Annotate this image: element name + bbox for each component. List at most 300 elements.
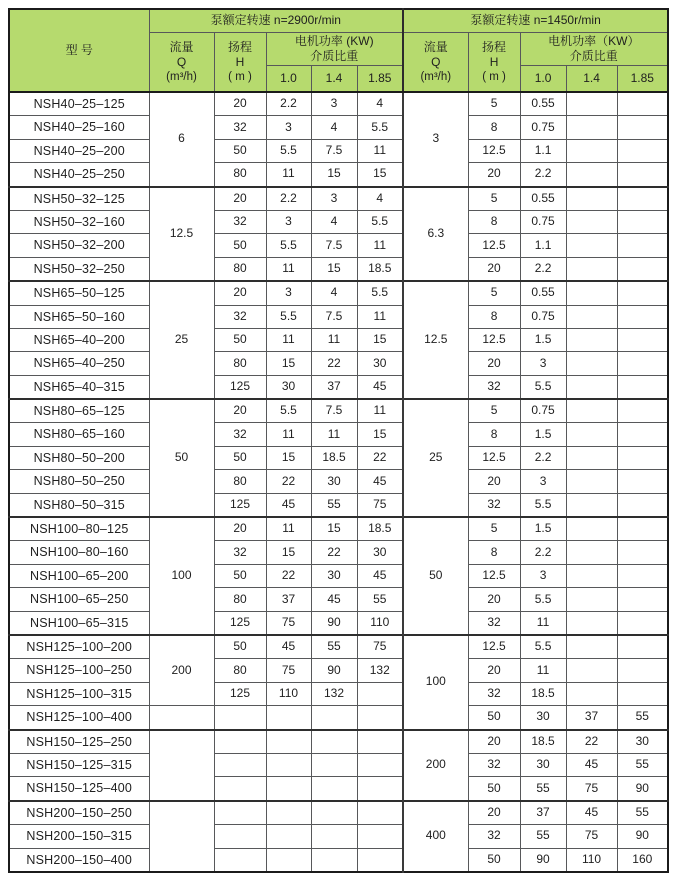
power-cell-2900: 45 — [266, 635, 311, 659]
power-cell-2900: 30 — [266, 375, 311, 399]
power-cell-1450: 55 — [617, 753, 668, 776]
power-cell-1450 — [566, 611, 617, 635]
model-cell: NSH80–50–315 — [9, 493, 149, 517]
head-cell-1450: 12.5 — [468, 234, 520, 257]
power-cell-2900: 75 — [266, 659, 311, 682]
power-cell-1450: 3 — [520, 564, 566, 587]
power-cell-2900: 3 — [311, 187, 357, 211]
power-cell-1450 — [617, 257, 668, 281]
power-cell-2900 — [357, 825, 403, 848]
power-cell-1450 — [617, 92, 668, 116]
power-cell-1450: 0.75 — [520, 399, 566, 423]
head-cell-2900 — [214, 753, 266, 776]
power-cell-1450 — [566, 635, 617, 659]
power-cell-2900: 3 — [266, 281, 311, 305]
table-row — [9, 187, 668, 211]
power-cell-1450 — [617, 399, 668, 423]
ratio-header-2900-1.4: 1.4 — [311, 66, 357, 93]
power-cell-2900: 7.5 — [311, 234, 357, 257]
ratio-header-1450-1.85: 1.85 — [617, 66, 668, 93]
power-cell-2900: 55 — [311, 635, 357, 659]
head-label: 扬程 — [227, 39, 252, 54]
power-cell-1450 — [566, 328, 617, 351]
table-header — [9, 9, 668, 92]
power-cell-1450 — [566, 234, 617, 257]
power-cell-2900: 5.5 — [266, 399, 311, 423]
model-cell: NSH65–40–200 — [9, 328, 149, 351]
power-cell-1450: 37 — [566, 706, 617, 730]
power-cell-2900 — [266, 753, 311, 776]
table-row — [9, 493, 668, 517]
power-cell-2900: 11 — [357, 234, 403, 257]
flow-symbol: Q — [176, 54, 187, 69]
power-cell-1450 — [566, 352, 617, 375]
table-row — [9, 328, 668, 351]
power-cell-2900 — [311, 730, 357, 754]
power-cell-2900: 45 — [357, 470, 403, 493]
power-cell-1450: 110 — [566, 848, 617, 872]
power-cell-1450: 2.2 — [520, 163, 566, 187]
head-cell-2900: 32 — [214, 305, 266, 328]
model-cell: NSH150–125–250 — [9, 730, 149, 754]
power-cell-1450 — [617, 493, 668, 517]
head-cell-2900: 32 — [214, 210, 266, 233]
power-cell-2900: 15 — [357, 163, 403, 187]
power-cell-1450: 37 — [520, 801, 566, 825]
flow-cell-2900: 100 — [149, 517, 214, 635]
power-cell-2900 — [357, 730, 403, 754]
power-cell-1450: 90 — [617, 777, 668, 801]
power-label-2900: 电机功率 (KW) — [294, 34, 374, 48]
model-column-header: 型 号 — [9, 9, 149, 92]
power-cell-1450 — [617, 423, 668, 446]
flow-cell-1450: 400 — [403, 801, 468, 872]
pump-spec-table — [8, 8, 669, 873]
power-cell-2900: 18.5 — [357, 257, 403, 281]
power-cell-2900: 4 — [311, 281, 357, 305]
model-cell: NSH80–50–250 — [9, 470, 149, 493]
power-cell-1450 — [617, 682, 668, 705]
power-cell-2900: 30 — [311, 470, 357, 493]
power-cell-1450 — [617, 352, 668, 375]
power-cell-1450 — [566, 210, 617, 233]
power-cell-2900: 30 — [357, 352, 403, 375]
head-cell-2900 — [214, 825, 266, 848]
power-cell-1450 — [566, 257, 617, 281]
head-unit: ( m ) — [482, 70, 506, 83]
flow-cell-2900 — [149, 730, 214, 801]
power-cell-2900 — [311, 801, 357, 825]
flow-cell-2900: 25 — [149, 281, 214, 399]
power-cell-2900: 90 — [311, 659, 357, 682]
model-cell: NSH125–100–315 — [9, 682, 149, 705]
table-row — [9, 281, 668, 305]
power-cell-1450 — [617, 305, 668, 328]
head-cell-1450: 50 — [468, 777, 520, 801]
head-cell-1450: 20 — [468, 352, 520, 375]
power-cell-2900: 2.2 — [266, 92, 311, 116]
table-row — [9, 446, 668, 469]
power-cell-1450 — [566, 446, 617, 469]
head-cell-2900: 80 — [214, 352, 266, 375]
model-cell: NSH100–80–125 — [9, 517, 149, 541]
power-cell-1450 — [617, 375, 668, 399]
power-cell-2900: 18.5 — [311, 446, 357, 469]
power-cell-1450 — [617, 470, 668, 493]
table-row — [9, 825, 668, 848]
power-cell-1450: 1.1 — [520, 139, 566, 162]
head-cell-1450: 50 — [468, 706, 520, 730]
power-cell-2900: 5.5 — [266, 139, 311, 162]
power-cell-1450: 0.75 — [520, 305, 566, 328]
power-cell-2900: 15 — [311, 257, 357, 281]
model-cell: NSH80–50–200 — [9, 446, 149, 469]
head-cell-1450: 5 — [468, 92, 520, 116]
power-cell-1450 — [617, 116, 668, 139]
model-cell: NSH50–32–125 — [9, 187, 149, 211]
power-cell-1450: 11 — [520, 659, 566, 682]
power-cell-2900: 30 — [311, 564, 357, 587]
head-cell-1450: 12.5 — [468, 635, 520, 659]
power-cell-2900 — [357, 706, 403, 730]
power-cell-1450 — [617, 611, 668, 635]
table-row — [9, 848, 668, 872]
model-cell: NSH40–25–125 — [9, 92, 149, 116]
power-cell-1450: 55 — [520, 825, 566, 848]
head-symbol: H — [235, 54, 245, 69]
power-cell-1450: 75 — [566, 825, 617, 848]
head-cell-2900: 125 — [214, 375, 266, 399]
head-cell-1450: 8 — [468, 541, 520, 564]
head-cell-1450: 8 — [468, 116, 520, 139]
power-cell-1450 — [617, 328, 668, 351]
power-cell-2900 — [266, 730, 311, 754]
table-row — [9, 659, 668, 682]
power-cell-2900: 90 — [311, 611, 357, 635]
power-cell-1450: 18.5 — [520, 682, 566, 705]
power-cell-2900: 11 — [266, 517, 311, 541]
power-cell-1450: 55 — [617, 801, 668, 825]
power-cell-2900: 2.2 — [266, 187, 311, 211]
head-cell-2900: 20 — [214, 399, 266, 423]
power-cell-1450: 0.55 — [520, 281, 566, 305]
power-cell-2900: 4 — [357, 187, 403, 211]
power-group-header-2900 — [266, 33, 403, 66]
power-cell-2900: 22 — [311, 352, 357, 375]
power-cell-2900: 7.5 — [311, 139, 357, 162]
head-cell-1450: 20 — [468, 588, 520, 611]
power-cell-1450 — [566, 305, 617, 328]
power-cell-2900: 11 — [266, 423, 311, 446]
power-cell-1450 — [566, 564, 617, 587]
power-cell-2900 — [311, 706, 357, 730]
head-cell-2900: 50 — [214, 564, 266, 587]
power-cell-1450 — [617, 139, 668, 162]
power-cell-2900: 22 — [266, 564, 311, 587]
power-cell-2900: 3 — [266, 116, 311, 139]
power-cell-2900: 3 — [266, 210, 311, 233]
table-row — [9, 210, 668, 233]
model-cell: NSH100–80–160 — [9, 541, 149, 564]
power-cell-2900: 11 — [266, 163, 311, 187]
head-cell-1450: 12.5 — [468, 446, 520, 469]
power-cell-2900 — [266, 801, 311, 825]
head-column-header-2900 — [214, 33, 266, 93]
flow-cell-2900: 6 — [149, 92, 214, 187]
power-cell-2900: 55 — [357, 588, 403, 611]
head-cell-2900: 50 — [214, 139, 266, 162]
table-row — [9, 92, 668, 116]
power-cell-2900: 5.5 — [266, 234, 311, 257]
head-cell-1450: 32 — [468, 825, 520, 848]
flow-cell-1450: 50 — [403, 517, 468, 635]
head-cell-1450: 20 — [468, 730, 520, 754]
power-cell-1450: 22 — [566, 730, 617, 754]
head-cell-1450: 32 — [468, 753, 520, 776]
head-cell-2900: 125 — [214, 493, 266, 517]
power-cell-1450: 2.2 — [520, 541, 566, 564]
power-cell-2900: 110 — [266, 682, 311, 705]
table-row — [9, 730, 668, 754]
model-cell: NSH200–150–315 — [9, 825, 149, 848]
power-cell-1450: 55 — [520, 777, 566, 801]
power-cell-2900: 15 — [266, 352, 311, 375]
power-cell-1450: 90 — [520, 848, 566, 872]
table-row — [9, 801, 668, 825]
power-cell-2900: 7.5 — [311, 399, 357, 423]
section-1450-title: 泵额定转速 n=1450r/min — [403, 9, 668, 33]
head-cell-2900: 20 — [214, 187, 266, 211]
model-cell: NSH50–32–250 — [9, 257, 149, 281]
power-cell-2900: 45 — [357, 375, 403, 399]
power-cell-2900 — [357, 801, 403, 825]
power-cell-2900: 30 — [357, 541, 403, 564]
power-cell-1450 — [617, 234, 668, 257]
flow-cell-1450: 25 — [403, 399, 468, 517]
power-cell-2900: 45 — [266, 493, 311, 517]
head-cell-2900: 125 — [214, 682, 266, 705]
power-cell-1450 — [566, 423, 617, 446]
power-cell-2900: 45 — [357, 564, 403, 587]
power-cell-1450 — [617, 635, 668, 659]
power-cell-1450: 3 — [520, 470, 566, 493]
power-cell-1450 — [566, 92, 617, 116]
flow-cell-1450: 100 — [403, 635, 468, 730]
head-cell-2900: 125 — [214, 611, 266, 635]
head-symbol: H — [489, 54, 499, 69]
ratio-header-1450-1.0: 1.0 — [520, 66, 566, 93]
power-cell-1450: 1.5 — [520, 517, 566, 541]
power-cell-1450 — [566, 493, 617, 517]
power-cell-1450: 0.55 — [520, 187, 566, 211]
head-cell-1450: 5 — [468, 399, 520, 423]
power-cell-1450 — [566, 399, 617, 423]
gravity-label-1450: 介质比重 — [569, 49, 618, 63]
power-cell-1450 — [617, 210, 668, 233]
power-cell-1450 — [617, 281, 668, 305]
power-cell-2900: 37 — [311, 375, 357, 399]
table-row — [9, 352, 668, 375]
power-cell-2900 — [311, 753, 357, 776]
power-cell-2900: 18.5 — [357, 517, 403, 541]
power-cell-1450: 45 — [566, 801, 617, 825]
head-column-header-1450 — [468, 33, 520, 93]
flow-cell-1450: 3 — [403, 92, 468, 187]
table-row — [9, 470, 668, 493]
head-unit: ( m ) — [228, 70, 252, 83]
head-cell-2900: 80 — [214, 163, 266, 187]
model-cell: NSH65–40–315 — [9, 375, 149, 399]
power-cell-2900: 11 — [266, 257, 311, 281]
head-cell-2900: 20 — [214, 281, 266, 305]
power-cell-2900: 15 — [266, 446, 311, 469]
power-cell-2900: 4 — [357, 92, 403, 116]
head-cell-1450: 8 — [468, 210, 520, 233]
head-cell-1450: 5 — [468, 187, 520, 211]
head-cell-2900: 32 — [214, 423, 266, 446]
power-cell-2900: 75 — [266, 611, 311, 635]
power-cell-2900: 22 — [266, 470, 311, 493]
model-cell: NSH100–65–315 — [9, 611, 149, 635]
model-cell: NSH80–65–125 — [9, 399, 149, 423]
power-cell-2900: 5.5 — [357, 281, 403, 305]
model-cell: NSH65–50–125 — [9, 281, 149, 305]
power-cell-2900: 5.5 — [357, 116, 403, 139]
head-cell-2900: 20 — [214, 92, 266, 116]
power-cell-2900: 132 — [357, 659, 403, 682]
power-cell-2900: 75 — [357, 493, 403, 517]
model-cell: NSH40–25–160 — [9, 116, 149, 139]
power-cell-1450: 1.5 — [520, 328, 566, 351]
power-cell-2900: 110 — [357, 611, 403, 635]
power-label-1450: 电机功率（KW） — [548, 34, 640, 48]
head-cell-1450: 32 — [468, 682, 520, 705]
head-cell-2900: 32 — [214, 116, 266, 139]
flow-symbol: Q — [431, 54, 441, 69]
model-cell: NSH100–65–200 — [9, 564, 149, 587]
head-cell-1450: 8 — [468, 423, 520, 446]
head-cell-2900: 80 — [214, 257, 266, 281]
power-cell-2900 — [266, 777, 311, 801]
power-cell-1450 — [617, 517, 668, 541]
head-cell-1450: 8 — [468, 305, 520, 328]
power-cell-1450: 0.75 — [520, 210, 566, 233]
power-cell-1450 — [566, 541, 617, 564]
power-cell-1450 — [617, 659, 668, 682]
head-cell-1450: 20 — [468, 163, 520, 187]
power-cell-1450 — [617, 541, 668, 564]
model-cell: NSH65–40–250 — [9, 352, 149, 375]
power-cell-2900 — [266, 825, 311, 848]
power-cell-2900 — [357, 848, 403, 872]
power-cell-2900 — [311, 777, 357, 801]
power-cell-1450 — [617, 588, 668, 611]
table-row — [9, 116, 668, 139]
ratio-header-1450-1.4: 1.4 — [566, 66, 617, 93]
head-cell-1450: 5 — [468, 281, 520, 305]
power-cell-1450: 55 — [617, 706, 668, 730]
ratio-header-2900-1.85: 1.85 — [357, 66, 403, 93]
power-group-header-1450 — [520, 33, 668, 66]
model-cell: NSH150–125–400 — [9, 777, 149, 801]
head-cell-2900 — [214, 730, 266, 754]
power-cell-1450 — [566, 588, 617, 611]
power-cell-1450: 90 — [617, 825, 668, 848]
table-row — [9, 139, 668, 162]
power-cell-2900: 5.5 — [357, 210, 403, 233]
flow-column-header-2900 — [149, 33, 214, 93]
power-cell-1450: 5.5 — [520, 635, 566, 659]
table-row — [9, 777, 668, 801]
head-cell-2900: 50 — [214, 635, 266, 659]
model-cell: NSH50–32–200 — [9, 234, 149, 257]
head-cell-1450: 12.5 — [468, 564, 520, 587]
power-cell-2900: 45 — [311, 588, 357, 611]
table-row — [9, 635, 668, 659]
table-row — [9, 423, 668, 446]
table-row — [9, 517, 668, 541]
power-cell-2900: 55 — [311, 493, 357, 517]
power-cell-1450: 0.75 — [520, 116, 566, 139]
power-cell-2900: 15 — [311, 517, 357, 541]
power-cell-1450: 5.5 — [520, 588, 566, 611]
flow-cell-2900: 12.5 — [149, 187, 214, 282]
power-cell-1450: 30 — [617, 730, 668, 754]
table-row — [9, 234, 668, 257]
power-cell-1450 — [617, 163, 668, 187]
head-cell-2900: 80 — [214, 659, 266, 682]
section-2900-title: 泵额定转速 n=2900r/min — [149, 9, 403, 33]
power-cell-2900: 11 — [357, 399, 403, 423]
power-cell-2900: 15 — [357, 423, 403, 446]
power-cell-2900 — [357, 682, 403, 705]
head-cell-2900: 20 — [214, 517, 266, 541]
power-cell-1450 — [617, 187, 668, 211]
power-cell-2900: 3 — [311, 92, 357, 116]
power-cell-2900: 132 — [311, 682, 357, 705]
table-row — [9, 375, 668, 399]
table-row — [9, 399, 668, 423]
table-row — [9, 611, 668, 635]
model-cell: NSH150–125–315 — [9, 753, 149, 776]
model-cell: NSH200–150–250 — [9, 801, 149, 825]
head-cell-2900 — [214, 777, 266, 801]
table-row — [9, 706, 668, 730]
power-cell-1450: 18.5 — [520, 730, 566, 754]
power-cell-2900: 7.5 — [311, 305, 357, 328]
power-cell-1450 — [566, 470, 617, 493]
flow-cell-2900: 50 — [149, 399, 214, 517]
power-cell-1450 — [566, 517, 617, 541]
power-cell-2900: 22 — [357, 446, 403, 469]
power-cell-2900: 4 — [311, 210, 357, 233]
power-cell-2900 — [311, 825, 357, 848]
power-cell-2900 — [266, 706, 311, 730]
power-cell-2900: 11 — [357, 305, 403, 328]
power-cell-2900 — [311, 848, 357, 872]
table-row — [9, 541, 668, 564]
power-cell-1450: 5.5 — [520, 375, 566, 399]
power-cell-1450 — [566, 659, 617, 682]
power-cell-1450: 30 — [520, 706, 566, 730]
power-cell-2900: 37 — [266, 588, 311, 611]
flow-label: 流量 — [169, 39, 194, 54]
power-cell-1450: 2.2 — [520, 257, 566, 281]
head-cell-1450: 12.5 — [468, 328, 520, 351]
head-cell-1450: 32 — [468, 493, 520, 517]
power-cell-2900: 15 — [357, 328, 403, 351]
flow-cell-1450: 12.5 — [403, 281, 468, 399]
